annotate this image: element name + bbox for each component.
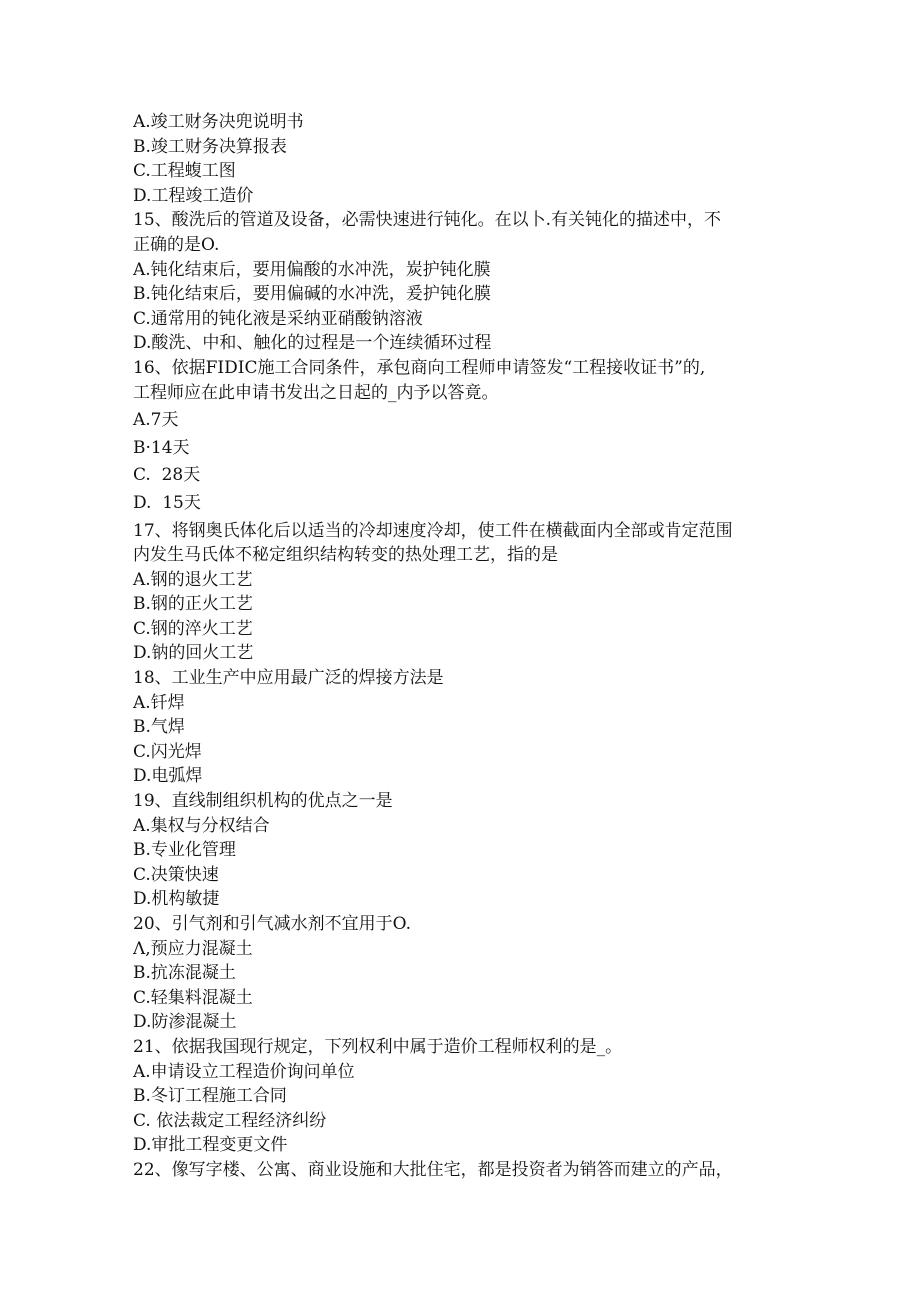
option-a: A.钎焊 xyxy=(133,692,185,713)
option-a: A.钝化结束后，要用偏酸的水冲洗，炭护钝化膜 xyxy=(133,259,491,280)
text-line: 内发生马氏体不秘定组织结构转变的热处理工艺，指的是 xyxy=(133,545,558,566)
option-b: B·14天 xyxy=(133,437,190,458)
question-17: 17、将钢奥氏体化后以适当的冷却速度冷却，使工件在横截面内全部或肯定范围 xyxy=(133,520,733,541)
text-line: 工程师应在此申请书发出之日起的_内予以答竟。 xyxy=(133,382,499,403)
text-line: B.竣工财务决算报表 xyxy=(133,136,287,157)
option-b: B.钢的正火工艺 xyxy=(133,594,253,615)
text-line: A.竣工财务决兜说明书 xyxy=(133,112,304,132)
question-20: 20、引气剂和引气减水剂不宜用于O. xyxy=(133,914,411,934)
option-a: A.7天 xyxy=(133,410,179,431)
option-d: D.电弧焊 xyxy=(133,766,203,787)
question-19: 19、直线制组织机构的优点之一是 xyxy=(133,791,393,812)
question-18: 18、工业生产中应用最广泛的焊接方法是 xyxy=(133,668,444,689)
option-c: C. 28天 xyxy=(133,465,201,486)
option-b: B.抗冻混凝土 xyxy=(133,963,236,984)
option-d: D.机构敏捷 xyxy=(133,889,220,910)
question-21: 21、依据我国现行规定，下列权利中属于造价工程师权利的是_。 xyxy=(133,1036,623,1057)
option-c: C.钢的淬火工艺 xyxy=(133,618,253,639)
option-d: D.防渗混凝土 xyxy=(133,1012,237,1033)
option-d: D. 15天 xyxy=(133,492,201,513)
option-c: C. 依法裁定工程经济纠纷 xyxy=(133,1110,327,1131)
option-b: B.钝化结束后，要用偏碱的水冲洗，爰护钝化膜 xyxy=(133,284,491,305)
option-a: A.集权与分权结合 xyxy=(133,815,270,836)
text-line: C.工程蝮工图 xyxy=(133,161,236,182)
option-a: Λ,预应力混凝土 xyxy=(133,938,253,959)
option-c: C.轻集料混凝土 xyxy=(133,987,253,1008)
question-15: 15、酸洗后的管道及设备，必需快速进行钝化。在以卜.有关钝化的描述中，不 xyxy=(133,210,722,231)
option-a: A.申请设立工程造价询问单位 xyxy=(133,1061,355,1082)
option-b: B.专业化管理 xyxy=(133,840,236,861)
option-d: D.钠的回火工艺 xyxy=(133,643,254,664)
text-line: D.工程竣工造价 xyxy=(133,185,254,206)
text-line: 正确的是O. xyxy=(133,234,220,255)
option-a: A.钢的退火工艺 xyxy=(133,569,253,590)
question-22: 22、像写字楼、公寓、商业设施和大批住宅，都是投资者为销答而建立的产品， xyxy=(133,1159,733,1180)
option-d: D.审批工程变更文件 xyxy=(133,1135,288,1156)
option-c: C.通常用的钝化液是采纳亚硝酸钠溶液 xyxy=(133,308,423,329)
option-d: D.酸洗、中和、触化的过程是一个连续循环过程 xyxy=(133,333,492,354)
question-16: 16、依据FIDIC施工合同条件，承包商向工程师申请签发“工程接收证书”的, xyxy=(133,357,706,378)
option-c: C.闪光焊 xyxy=(133,741,202,762)
option-c: C.决策快速 xyxy=(133,864,219,885)
option-b: B.冬订工程施工合同 xyxy=(133,1086,287,1107)
option-b: B.气焊 xyxy=(133,717,185,738)
